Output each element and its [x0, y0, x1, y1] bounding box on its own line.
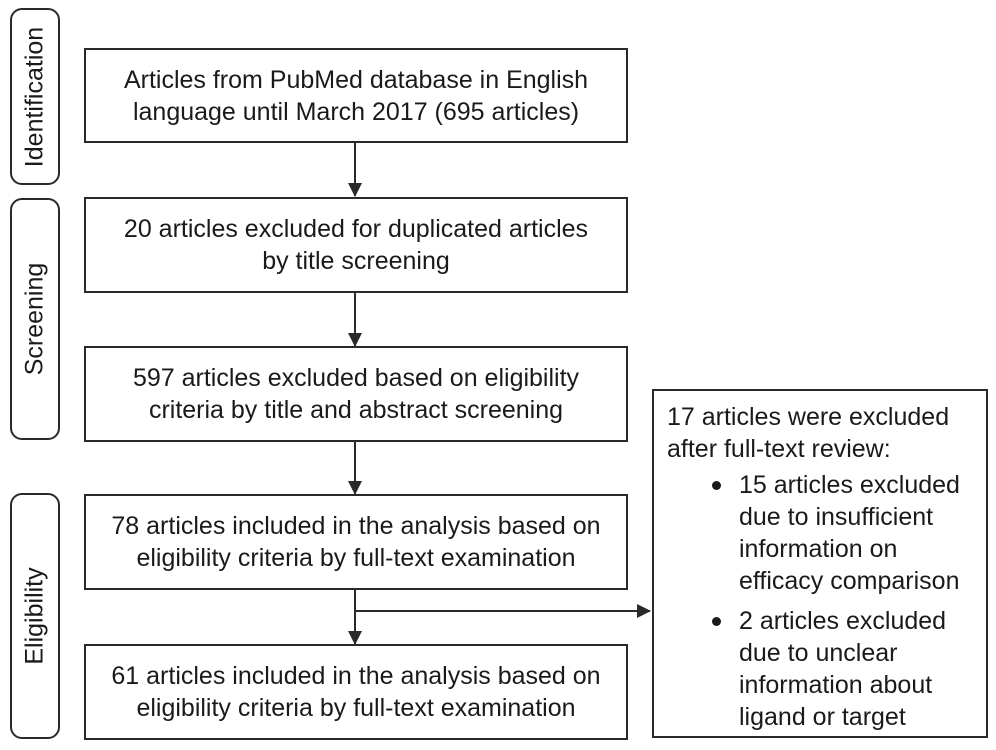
- box-identified-articles: [84, 48, 628, 143]
- exclusion-reason-line: 15 articles excluded: [739, 471, 960, 499]
- exclusion-reason-item: [667, 469, 976, 597]
- exclusion-reason-line: due to insufficient: [739, 503, 934, 531]
- exclusion-reasons-list: [667, 469, 976, 733]
- exclusion-reason-line: information on: [739, 535, 898, 563]
- box-included-61-line2: eligibility criteria by full-text examination: [136, 694, 576, 722]
- box-included-78-line1: 78 articles included in the analysis based on: [111, 512, 601, 540]
- exclusion-reason-line: ligand or target: [739, 703, 906, 731]
- box-duplicates-excluded: [84, 197, 628, 293]
- exclusion-heading-line1: 17 articles were excluded: [667, 403, 950, 431]
- box-duplicates-line2: by title screening: [262, 247, 450, 275]
- box-included-61: [84, 644, 628, 740]
- exclusion-reason-line: 2 articles excluded: [739, 607, 947, 635]
- box-included-78-line2: eligibility criteria by full-text examination: [136, 544, 576, 572]
- box-title-abstract-excluded: [84, 346, 628, 442]
- box-full-text-exclusions: [652, 389, 988, 738]
- bullet-icon: [712, 617, 721, 626]
- stage-screening-label: Screening: [20, 262, 49, 376]
- box-included-61-line1: 61 articles included in the analysis based on: [111, 662, 601, 690]
- box-title-abstract-line2: criteria by title and abstract screening: [148, 396, 564, 424]
- exclusion-heading-line2: after full-text review:: [667, 435, 891, 463]
- stage-identification-label: Identification: [20, 26, 49, 167]
- bullet-icon: [712, 481, 721, 490]
- exclusion-reason-line: efficacy comparison: [739, 567, 960, 595]
- box-identified-line2: language until March 2017 (695 articles): [132, 97, 580, 126]
- exclusion-reason-line: due to unclear: [739, 639, 898, 667]
- stage-eligibility-label: Eligibility: [20, 567, 49, 665]
- box-identified-line1: Articles from PubMed database in English: [123, 65, 589, 94]
- box-included-78: [84, 494, 628, 590]
- box-title-abstract-line1: 597 articles excluded based on eligibility: [132, 364, 580, 392]
- exclusion-reason-line: information about: [739, 671, 933, 699]
- box-duplicates-line1: 20 articles excluded for duplicated articles: [123, 215, 589, 243]
- exclusion-reason-item: [667, 605, 976, 733]
